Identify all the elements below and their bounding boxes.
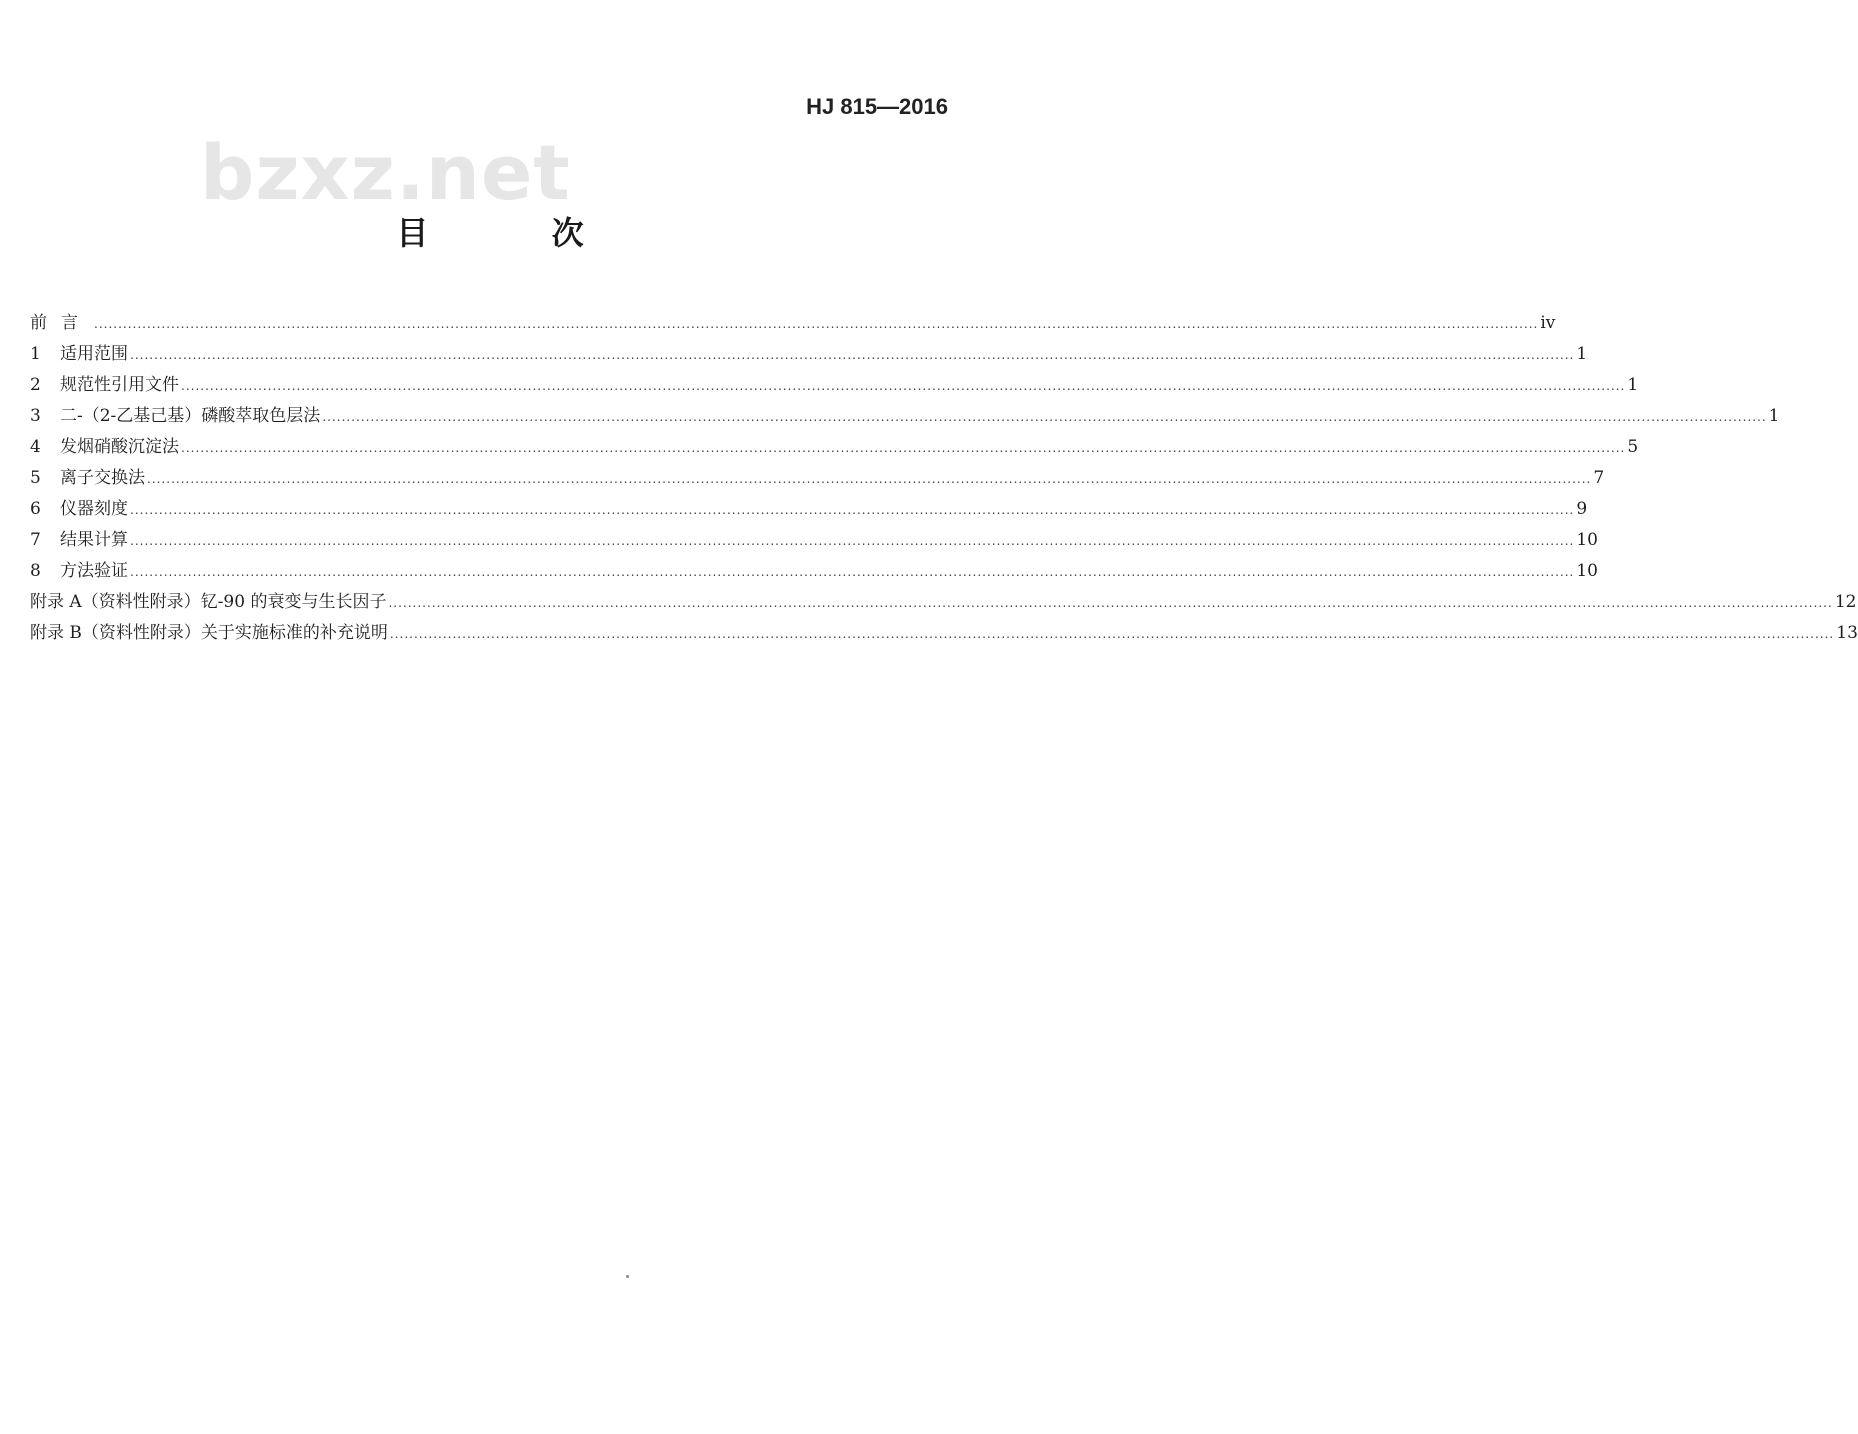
toc-entry-label: 结果计算 <box>60 530 128 550</box>
toc-entry-label: 前言 <box>30 313 92 333</box>
toc-leader-dots: ............................................................................................................................................................................................................................................................................................................ <box>94 317 1539 331</box>
toc-entry-label: 发烟硝酸沉淀法 <box>60 437 179 457</box>
toc-leader-dots: ............................................................................................................................................................................................................................................................................................................ <box>147 472 1592 486</box>
toc-title: 目 次 <box>396 214 640 252</box>
appendix-prefix: 附录 A（资料性附录） <box>30 592 201 612</box>
toc-leader-dots: ............................................................................................................................................................................................................................................................................................................ <box>130 534 1575 548</box>
toc-entry[interactable] <box>30 525 1598 556</box>
toc-entry-label: 仪器刻度 <box>60 499 128 519</box>
toc-leader-dots: ............................................................................................................................................................................................................................................................................................................ <box>181 379 1626 393</box>
toc-entry-page: 13 <box>1836 623 1858 643</box>
toc-leader-dots: ............................................................................................................................................................................................................................................................................................................ <box>322 410 1767 424</box>
toc-entry[interactable] <box>30 463 1605 494</box>
toc-leader-dots: ............................................................................................................................................................................................................................................................................................................ <box>181 441 1626 455</box>
toc-entry-page: 1 <box>1768 406 1780 426</box>
toc-entry-appendix-b[interactable] <box>30 618 1858 649</box>
toc-entry-page: 10 <box>1576 561 1598 581</box>
appendix-prefix: 附录 B（资料性附录） <box>30 623 201 643</box>
toc-entry-label: 规范性引用文件 <box>60 375 179 395</box>
toc-leader-dots: ............................................................................................................................................................................................................................................................................................................ <box>130 348 1575 362</box>
toc-entry-page: 9 <box>1576 499 1588 519</box>
toc-entry-page: 7 <box>1593 468 1605 488</box>
toc-leader-dots: ............................................................................................................................................................................................................................................................................................................ <box>389 627 1835 641</box>
document-code: HJ 815—2016 <box>806 94 948 119</box>
toc-entry[interactable] <box>30 556 1598 587</box>
toc-entry[interactable] <box>30 339 1588 370</box>
toc-entry-preface[interactable] <box>30 308 1556 339</box>
toc-entry-number: 7 <box>30 530 41 550</box>
toc-entry-appendix-a[interactable] <box>30 587 1857 618</box>
toc-entry-page: 5 <box>1627 437 1639 457</box>
toc-entry[interactable] <box>30 370 1639 401</box>
toc-entry-label: 二-（2-乙基己基）磷酸萃取色层法 <box>60 406 321 426</box>
toc-entry-number: 6 <box>30 499 41 519</box>
toc-entry-number: 4 <box>30 437 41 457</box>
toc-entry-label: 方法验证 <box>60 561 128 581</box>
toc-entry-page: iv <box>1540 313 1556 333</box>
toc-entry-label: 关于实施标准的补充说明 <box>200 623 388 643</box>
toc-entry-page: 12 <box>1834 592 1857 612</box>
toc-leader-dots: ............................................................................................................................................................................................................................................................................................................ <box>388 596 1833 610</box>
toc-entry-label: 离子交换法 <box>60 468 145 488</box>
toc-entry-label: 适用范围 <box>60 344 128 364</box>
toc-entry-number: 8 <box>30 561 41 581</box>
toc-entry-number: 3 <box>30 406 41 426</box>
toc-entry[interactable] <box>30 494 1588 525</box>
table-of-contents <box>30 308 1858 649</box>
toc-leader-dots: ............................................................................................................................................................................................................................................................................................................ <box>130 565 1575 579</box>
scan-speck <box>626 1275 629 1278</box>
toc-entry-page: 10 <box>1576 530 1598 550</box>
toc-entry-number: 2 <box>30 375 41 395</box>
toc-leader-dots: ............................................................................................................................................................................................................................................................................................................ <box>130 503 1575 517</box>
toc-entry-page: 1 <box>1627 375 1639 395</box>
watermark: bzxz.net <box>200 128 571 217</box>
toc-entry-number: 1 <box>30 344 41 364</box>
toc-entry-label: 钇-90 的衰变与生长因子 <box>200 592 387 612</box>
toc-entry-number: 5 <box>30 468 41 488</box>
toc-entry[interactable] <box>30 432 1639 463</box>
toc-entry[interactable] <box>30 401 1780 432</box>
toc-entry-page: 1 <box>1576 344 1588 364</box>
